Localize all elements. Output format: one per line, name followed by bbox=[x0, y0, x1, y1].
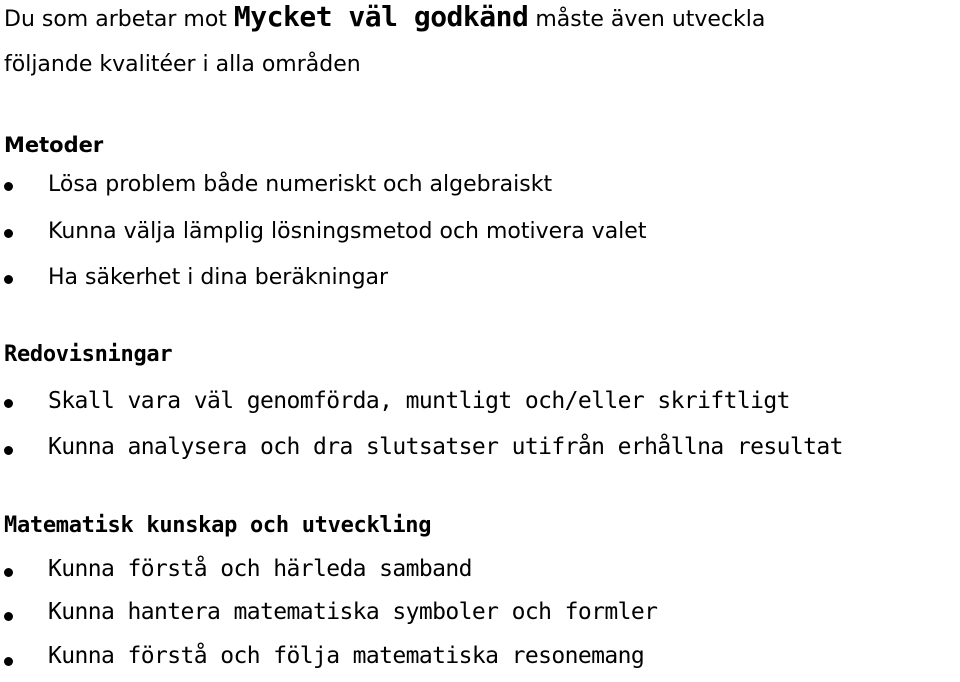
bullet-icon bbox=[4, 275, 13, 284]
bullet-icon bbox=[4, 446, 13, 455]
list-item: Kunna välja lämplig lösningsmetod och motivera valet bbox=[48, 219, 647, 244]
bullet-icon bbox=[4, 399, 13, 408]
grade-emphasis: Mycket väl godkänd bbox=[233, 0, 529, 33]
list-item: Kunna hantera matematiska symboler och formler bbox=[48, 599, 658, 625]
section-heading: Metoder bbox=[4, 133, 104, 157]
bullet-icon bbox=[4, 182, 13, 191]
intro-line-2: följande kvalitéer i alla områden bbox=[4, 52, 361, 77]
list-item: Kunna förstå och härleda samband bbox=[48, 556, 472, 582]
intro-suffix: måste även utveckla bbox=[528, 7, 766, 32]
section-heading: Redovisningar bbox=[4, 342, 173, 367]
intro-prefix: Du som arbetar mot bbox=[4, 7, 234, 32]
list-item: Lösa problem både numeriskt och algebraiskt bbox=[48, 172, 553, 197]
bullet-icon bbox=[4, 657, 13, 666]
bullet-icon bbox=[4, 612, 13, 621]
section-heading: Matematisk kunskap och utveckling bbox=[4, 513, 432, 538]
list-item: Ha säkerhet i dina beräkningar bbox=[48, 265, 389, 290]
list-item: Kunna förstå och följa matematiska resonemang bbox=[48, 643, 645, 669]
intro-line-1 bbox=[4, 0, 766, 33]
list-item: Kunna analysera och dra slutsatser utifrån erhållna resultat bbox=[48, 434, 843, 460]
bullet-icon bbox=[4, 229, 13, 238]
list-item: Skall vara väl genomförda, muntligt och/eller skriftligt bbox=[48, 388, 790, 414]
bullet-icon bbox=[4, 568, 13, 577]
